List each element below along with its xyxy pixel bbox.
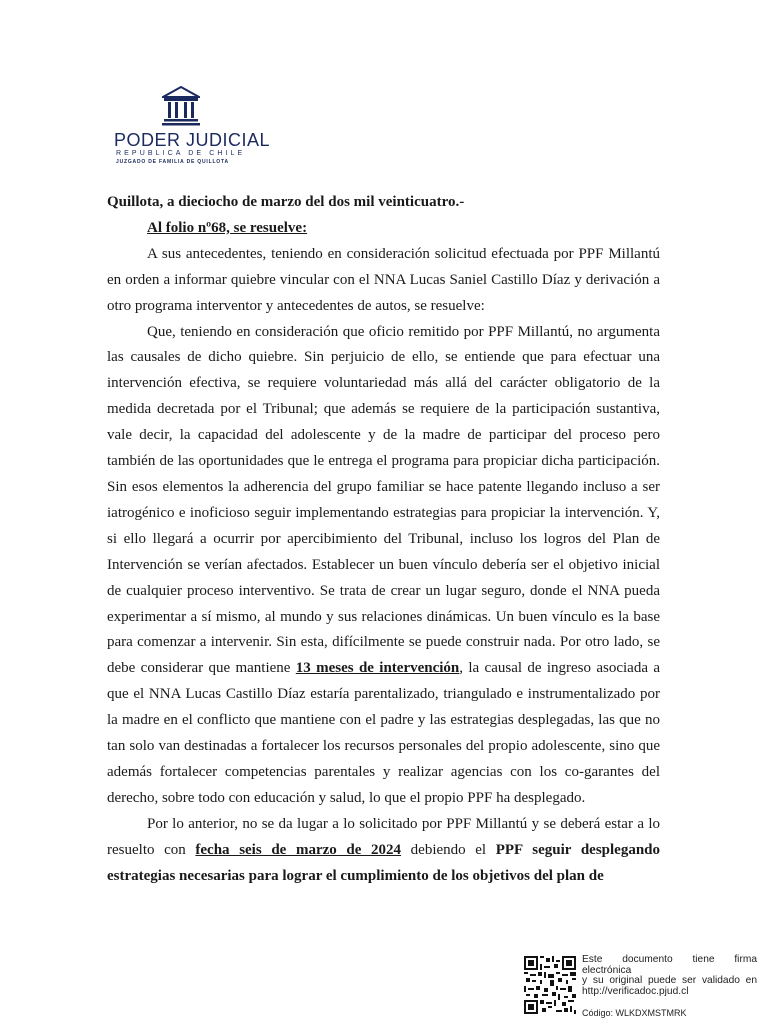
paragraph-2-text-c: , la causal de ingreso asociada a que el NNA Lucas Castillo Díaz estaría parentalizado, triangulado e instrumentalizado por la madre en el conflicto que mantiene con el padre y las estrategias desplegadas, las que no tan solo van destinadas a fortalecer los recursos personales del propio adolescente, sino que además fortalecer competencias parentales y realizar agencias con los co-garantes del derecho, sobre todo con educación y salud, lo que el propio PPF ha desplegado. [107, 660, 660, 806]
paragraph-3-emphasis: PPF seguir desplegando estrategias necesarias para lograr el cumplimiento de los objetivos del plan de [107, 841, 661, 884]
paragraph-3 [107, 812, 660, 890]
verification-note [582, 955, 757, 1019]
country-name: REPUBLICA DE CHILE [116, 150, 246, 157]
verification-url[interactable]: http://verificadoc.pjud.cl [582, 985, 689, 997]
folio-heading [107, 216, 660, 242]
poder-judicial-logo [112, 86, 271, 166]
verification-line-2: y su original puede ser validado en [582, 975, 757, 986]
paragraph-3-text-c: debiendo el [401, 841, 496, 858]
folio-text: Al folio nº68, se resuelve: [147, 219, 308, 236]
paragraph-3-text-a: Por lo anterior, no se da lugar a lo solicitado por PPF Millantú y se deberá estar a lo resuelto con [107, 815, 660, 858]
paragraph-1: A sus antecedentes, teniendo en consideración solicitud efectuada por PPF Millantú en orden a informar quiebre vincular con el NNA Lucas Saniel Castillo Díaz y derivación a otro programa interventor y antecedentes de autos, se resuelve: [107, 245, 660, 314]
qr-code-icon [524, 956, 576, 1014]
organization-name: PODER JUDICIAL [114, 130, 271, 150]
verification-line-1: Este documento tiene firma electrónica [582, 954, 757, 976]
paragraph-2-text-a: Que, teniendo en consideración que oficio remitido por PPF Millantú, no argumenta las causales de dicho quiebre. Sin perjuicio de ello, se entiende que para efectuar una intervención efectiva, se requiere voluntariedad más allá del carácter obligatorio de la medida decretada por el Tribunal; que además se requiere de la participación sustantiva, vale decir, la capacidad del adolescente y de la madre de participar del proceso pero también de las oportunidades que le entrega el programa para propiciar dicha participación. Sin esos elementos la adherencia del grupo familiar se hace patente llegando incluso a ser iatrogénico e inoficioso seguir implementando estrategias para propiciar la intervención. Y, si ello llegará a ocurrir por apercibimiento del Tribunal, incluso los logros del Plan de Intervención se verían afectados. Establecer un buen vínculo debería ser el objetivo inicial de cualquier proceso interventivo. Se trata de crear un lugar seguro, donde el NNA pueda experimentar a sí mismo, al mundo y sus relaciones dinámicas. Un buen vínculo es la base para comenzar a intervenir. Sin esta, difícilmente se puede construir nada. Por otro lado, se debe considerar que mantiene [107, 323, 660, 677]
court-name: JUZGADO DE FAMILIA DE QUILLOTA [116, 159, 229, 165]
paragraph-2-emphasis: 13 meses de intervención [295, 660, 460, 677]
resolution-body [107, 190, 660, 889]
date-heading: Quillota, a dieciocho de marzo del dos mil veinticuatro.- [107, 194, 465, 210]
verification-code: Código: WLKDXMSTMRK [582, 1008, 687, 1018]
paragraph-2 [107, 320, 660, 812]
paragraph-3-date: fecha seis de marzo de 2024 [195, 841, 402, 858]
courthouse-icon [162, 86, 200, 126]
